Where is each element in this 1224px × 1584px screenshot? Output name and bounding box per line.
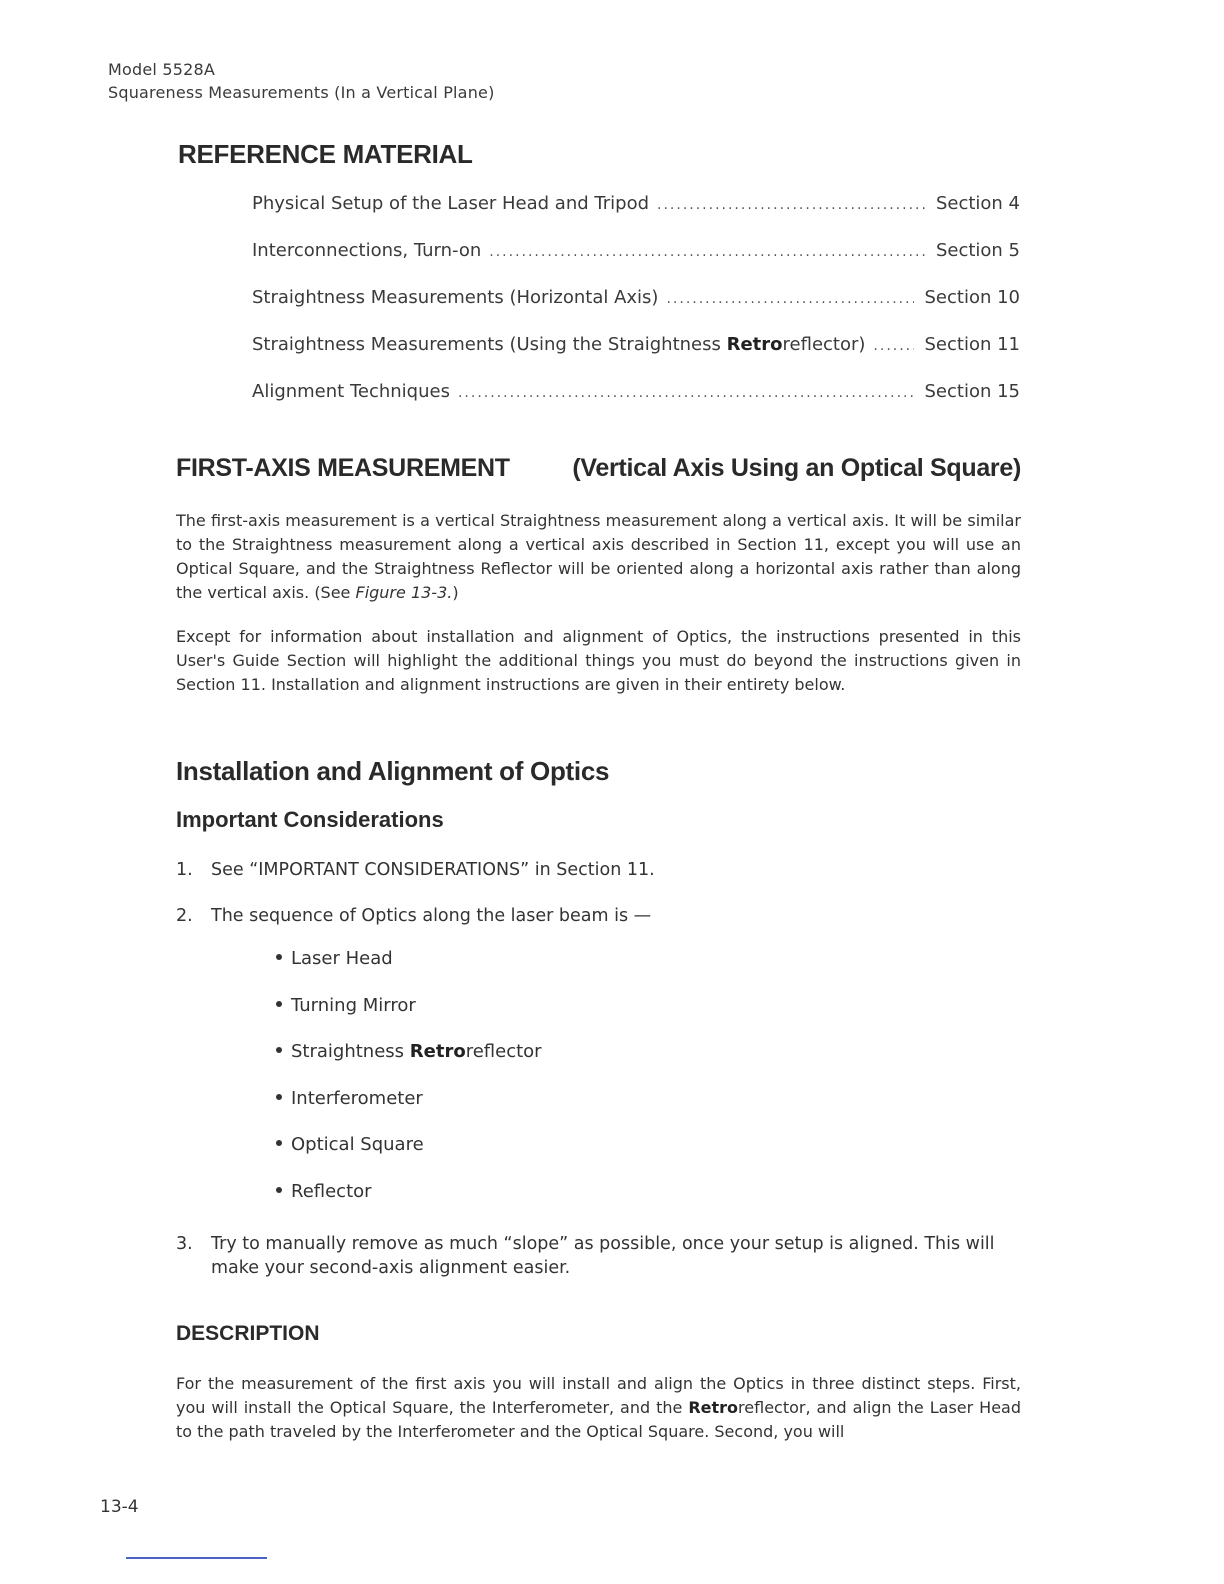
bullet-icon <box>276 954 282 960</box>
reference-item: Straightness Measurements (Using the Straightness Retroreflector) ..... Section 11 <box>252 334 1020 381</box>
section-title: Squareness Measurements (In a Vertical Plane) <box>108 83 495 102</box>
list-item: Straightness Retroreflector <box>276 1041 542 1088</box>
bullet-icon <box>276 1140 282 1146</box>
leader-dots <box>657 197 926 213</box>
first-axis-paragraph: The first-axis measurement is a vertical Straightness measurement along a vertical axis. It will be similar to the Straightness measurement along a vertical axis described in Section 11, except you will use an Optical Square, and the Straightness Reflector will be oriented along a horizontal axis rather than along the vertical axis. (See Figure 13-3.) <box>176 511 1021 602</box>
list-item: 2. The sequence of Optics along the laser beam is — <box>176 906 652 926</box>
optics-note-paragraph: Except for information about installation and alignment of Optics, the instructions presented in this User's Guide Section will highlight the additional things you must do beyond the instructions given in Section 11. Installation and alignment instructions are given in their entirety below. <box>176 627 1021 694</box>
footer-rule <box>126 1557 267 1559</box>
running-head <box>108 58 495 104</box>
reference-item: Straightness Measurements (Horizontal Axis) ..... Section 10 <box>252 287 1020 334</box>
model-number: Model 5528A <box>108 60 215 79</box>
optics-sequence-list <box>276 948 542 1228</box>
bullet-icon <box>276 1001 282 1007</box>
installation-heading: Installation and Alignment of Optics <box>176 756 610 786</box>
bullet-icon <box>276 1094 282 1100</box>
list-item: 3. Try to manually remove as much “slope” as possible, once your setup is aligned. This will make your second-axis alignment easier. <box>176 1234 995 1278</box>
description-paragraph: For the measurement of the first axis you will install and align the Optics in three distinct steps. First, you will install the Optical Square, the Interferometer, and the Retroreflector, and align the Laser Head to the path traveled by the Interferometer and the Optical Square. Second, you will <box>176 1374 1022 1441</box>
list-item: Interferometer <box>276 1088 542 1135</box>
bullet-icon <box>276 1047 282 1053</box>
list-item: Reflector <box>276 1181 542 1228</box>
bullet-icon <box>276 1187 282 1193</box>
first-axis-heading: FIRST-AXIS MEASUREMENT (Vertical Axis Using an Optical Square) <box>176 454 1021 482</box>
reference-item: Alignment Techniques ..... Section 15 <box>252 381 1020 428</box>
reference-heading: REFERENCE MATERIAL <box>178 139 473 169</box>
description-heading: DESCRIPTION <box>176 1322 320 1345</box>
page-number: 13-4 <box>100 1497 139 1517</box>
list-item: 1. See “IMPORTANT CONSIDERATIONS” in Section 11. <box>176 860 655 880</box>
list-item: Laser Head <box>276 948 542 995</box>
leader-dots <box>666 291 914 307</box>
leader-dots <box>489 244 926 260</box>
list-item: Turning Mirror <box>276 995 542 1042</box>
list-item: Optical Square <box>276 1134 542 1181</box>
leader-dots <box>458 385 915 401</box>
reference-item: Interconnections, Turn-on ..... Section 5 <box>252 240 1020 287</box>
leader-dots <box>873 338 914 354</box>
reference-list <box>252 193 1020 428</box>
considerations-subheading: Important Considerations <box>176 807 444 832</box>
reference-item: Physical Setup of the Laser Head and Tripod ..... Section 4 <box>252 193 1020 240</box>
